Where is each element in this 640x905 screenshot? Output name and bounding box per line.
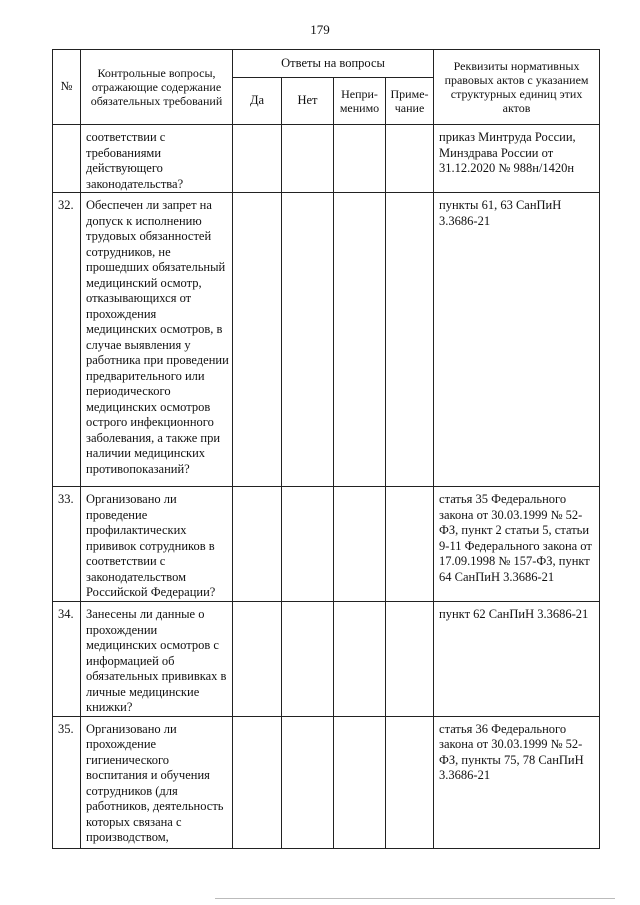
answer-no-cell[interactable] — [282, 716, 334, 848]
row-number: 32. — [53, 193, 81, 487]
header-answers: Ответы на вопросы — [233, 50, 434, 78]
row-question: Занесены ли данные о прохождении медицинских осмотров с информацией об обязательных прививках в личные медицинские книжки? — [81, 602, 233, 717]
answer-not-applicable-cell[interactable] — [334, 193, 386, 487]
answer-note-cell[interactable] — [386, 716, 434, 848]
answer-not-applicable-cell[interactable] — [334, 602, 386, 717]
scan-edge-line — [215, 898, 615, 899]
answer-no-cell[interactable] — [282, 125, 334, 193]
checklist-table — [52, 49, 600, 849]
answer-yes-cell[interactable] — [233, 602, 282, 717]
answer-yes-cell[interactable] — [233, 487, 282, 602]
header-note: Приме-чание — [386, 78, 434, 125]
table-row — [53, 602, 600, 717]
row-number: 33. — [53, 487, 81, 602]
answer-no-cell[interactable] — [282, 487, 334, 602]
table-row — [53, 487, 600, 602]
row-question: соответствии с требованиями действующего законодательства? — [81, 125, 233, 193]
header-number: № — [53, 50, 81, 125]
answer-not-applicable-cell[interactable] — [334, 716, 386, 848]
answer-not-applicable-cell[interactable] — [334, 487, 386, 602]
row-requisites: приказ Минтруда России, Минздрава России от 31.12.2020 № 988н/1420н — [434, 125, 600, 193]
answer-yes-cell[interactable] — [233, 193, 282, 487]
answer-note-cell[interactable] — [386, 602, 434, 717]
answer-note-cell[interactable] — [386, 193, 434, 487]
header-question: Контрольные вопросы, отражающие содержание обязательных требований — [81, 50, 233, 125]
answer-note-cell[interactable] — [386, 487, 434, 602]
row-number — [53, 125, 81, 193]
header-row-top — [53, 50, 600, 78]
header-yes: Да — [233, 78, 282, 125]
table-row — [53, 125, 600, 193]
row-requisites: пункт 62 СанПиН 3.3686-21 — [434, 602, 600, 717]
row-requisites: статья 36 Федерального закона от 30.03.1999 № 52-ФЗ, пункты 75, 78 СанПиН 3.3686-21 — [434, 716, 600, 848]
row-requisites: пункты 61, 63 СанПиН 3.3686-21 — [434, 193, 600, 487]
row-question: Обеспечен ли запрет на допуск к исполнению трудовых обязанностей сотрудников, не прошедших обязательный медицинский осмотр, отказывающихся от прохождения медицинских осмотров, в случае выявления у работника при проведении предварительного или периодического медицинских осмотров острого инфекционного заболевания, а также при наличии медицинских противопоказаний? — [81, 193, 233, 487]
answer-no-cell[interactable] — [282, 602, 334, 717]
header-not-applicable: Непри-менимо — [334, 78, 386, 125]
header-no: Нет — [282, 78, 334, 125]
page-number: 179 — [310, 22, 330, 37]
answer-yes-cell[interactable] — [233, 125, 282, 193]
row-question: Организовано ли проведение профилактических прививок сотрудников в соответствии с законодательством Российской Федерации? — [81, 487, 233, 602]
row-number: 34. — [53, 602, 81, 717]
answer-yes-cell[interactable] — [233, 716, 282, 848]
row-question: Организовано ли прохождение гигиенического воспитания и обучения сотрудников (для работников, деятельность которых связана с производством, — [81, 716, 233, 848]
table-row — [53, 716, 600, 848]
answer-note-cell[interactable] — [386, 125, 434, 193]
header-requisites: Реквизиты нормативных правовых актов с указанием структурных единиц этих актов — [434, 50, 600, 125]
table-row — [53, 193, 600, 487]
answer-no-cell[interactable] — [282, 193, 334, 487]
row-number: 35. — [53, 716, 81, 848]
answer-not-applicable-cell[interactable] — [334, 125, 386, 193]
row-requisites: статья 35 Федерального закона от 30.03.1999 № 52-ФЗ, пункт 2 статьи 5, статьи 9-11 Федерального закона от 17.09.1998 № 157-ФЗ, пункт 64 СанПиН 3.3686-21 — [434, 487, 600, 602]
